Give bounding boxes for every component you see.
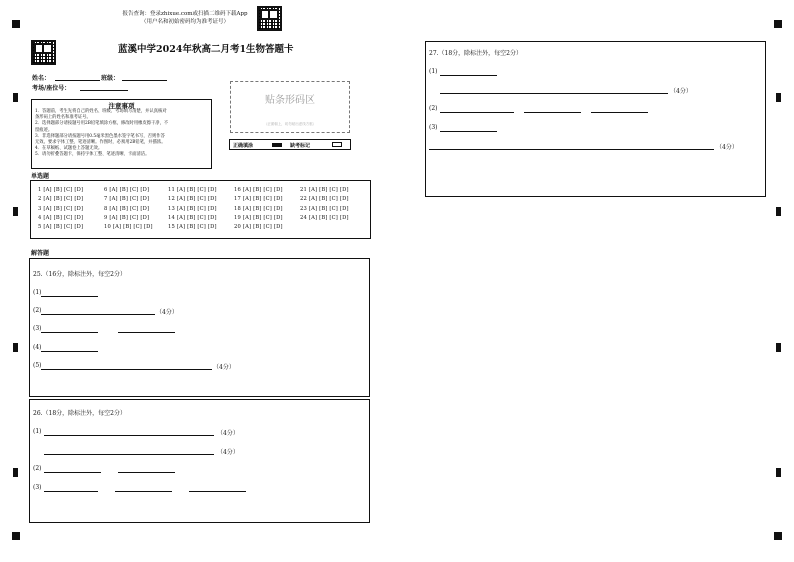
mc-question[interactable]: 12 [A] [B] [C] [D] bbox=[168, 196, 217, 203]
side-mark bbox=[13, 207, 18, 216]
mc-question[interactable]: 19 [A] [B] [C] [D] bbox=[234, 214, 283, 221]
q26-title: 26.（18分，除标注外，每空2分） bbox=[33, 410, 126, 417]
mc-section-label: 单选题 bbox=[31, 173, 50, 180]
q27-part3-blank-2[interactable] bbox=[429, 149, 714, 150]
mc-question[interactable]: 17 [A] [B] [C] [D] bbox=[234, 196, 283, 203]
mc-question[interactable]: 18 [A] [B] [C] [D] bbox=[234, 205, 283, 212]
notice-line: 4．在草稿纸、试题卷上答题无效。 bbox=[35, 146, 103, 152]
side-mark bbox=[13, 93, 18, 102]
q25-part1-blank[interactable] bbox=[41, 296, 98, 297]
name-field[interactable] bbox=[55, 80, 100, 81]
q26-part1-blank-1[interactable] bbox=[44, 435, 214, 436]
q25-part5-blank[interactable] bbox=[41, 369, 212, 370]
corner-mark-tr bbox=[774, 20, 782, 28]
q26-part2-label: (2) bbox=[33, 465, 42, 472]
mc-question[interactable]: 7 [A] [B] [C] [D] bbox=[104, 196, 150, 203]
mc-question[interactable]: 16 [A] [B] [C] [D] bbox=[234, 187, 283, 193]
side-mark bbox=[13, 468, 18, 477]
page-title: 蓝溪中学2024年秋高二月考1生物答题卡 bbox=[118, 44, 294, 55]
barcode-hint: （正面朝上，切勿贴出虚线方框） bbox=[263, 122, 317, 126]
mc-question[interactable]: 4 [A] [B] [C] [D] bbox=[38, 214, 84, 221]
q25-part3-label: (3) bbox=[33, 325, 42, 332]
mc-question[interactable]: 10 [A] [B] [C] [D] bbox=[104, 224, 153, 231]
side-mark bbox=[776, 93, 781, 102]
mc-question[interactable]: 9 [A] [B] [C] [D] bbox=[104, 214, 150, 221]
mc-question[interactable]: 15 [A] [B] [C] [D] bbox=[168, 224, 217, 231]
notice-line: 2．选择题部分请按题号用2B铅笔填涂方框，修改时用橡皮擦干净，不 bbox=[35, 121, 169, 127]
mc-question[interactable]: 20 [A] [B] [C] [D] bbox=[234, 224, 283, 231]
q26-part1-score: （4分） bbox=[217, 430, 239, 437]
mc-column-3[interactable] bbox=[168, 186, 217, 232]
mc-question[interactable]: 6 [A] [B] [C] [D] bbox=[104, 187, 150, 193]
notice-box bbox=[31, 99, 212, 169]
notice-title: 注意事项 bbox=[108, 102, 135, 110]
corner-mark-tl bbox=[12, 20, 20, 28]
mc-question[interactable]: 14 [A] [B] [C] [D] bbox=[168, 214, 217, 221]
q27-box bbox=[425, 41, 766, 197]
side-mark bbox=[776, 207, 781, 216]
mc-question[interactable]: 2 [A] [B] [C] [D] bbox=[38, 196, 84, 203]
mc-question[interactable]: 23 [A] [B] [C] [D] bbox=[300, 205, 349, 212]
absent-mark-checkbox[interactable] bbox=[332, 142, 342, 147]
corner-mark-bl bbox=[12, 532, 20, 540]
mc-question[interactable]: 5 [A] [B] [C] [D] bbox=[38, 224, 84, 231]
q26-part2-blank-1[interactable] bbox=[44, 472, 101, 473]
notice-line: 无效。要求字体工整、笔迹清晰。作图时，必须用2B铅笔，并描浓。 bbox=[35, 140, 166, 146]
q27-part1-label: (1) bbox=[429, 68, 438, 75]
q25-part4-blank[interactable] bbox=[41, 351, 98, 352]
q25-part3-blank-1[interactable] bbox=[41, 332, 98, 333]
q25-part1-label: (1) bbox=[33, 289, 42, 296]
side-mark bbox=[776, 343, 781, 352]
class-label: 班级： bbox=[101, 75, 120, 82]
mc-question[interactable]: 24 [A] [B] [C] [D] bbox=[300, 214, 349, 221]
q26-part3-blank-1[interactable] bbox=[44, 491, 98, 492]
q27-part2-blank-1[interactable] bbox=[440, 112, 514, 113]
mc-question[interactable]: 11 [A] [B] [C] [D] bbox=[168, 187, 217, 193]
q26-box bbox=[29, 399, 370, 523]
correct-fill-icon bbox=[272, 143, 282, 147]
q26-part1-blank-2[interactable] bbox=[44, 454, 214, 455]
mc-column-1[interactable] bbox=[38, 186, 83, 232]
mc-question[interactable]: 22 [A] [B] [C] [D] bbox=[300, 196, 349, 203]
q26-part3-blank-2[interactable] bbox=[115, 491, 172, 492]
mc-question[interactable]: 13 [A] [B] [C] [D] bbox=[168, 205, 217, 212]
mc-question[interactable]: 3 [A] [B] [C] [D] bbox=[38, 205, 84, 212]
q25-part5-score: （4分） bbox=[213, 364, 235, 371]
notice-line: 3．非选择题部分请按题号用0.5毫米黑色墨水签字笔书写，否则作答 bbox=[35, 133, 165, 139]
answers-section-label: 解答题 bbox=[31, 250, 50, 257]
q27-part3-score: （4分） bbox=[716, 144, 738, 151]
barcode-title: 贴条形码区 bbox=[265, 95, 315, 106]
q25-box bbox=[29, 258, 370, 397]
notice-line: 留痕迹。 bbox=[35, 127, 53, 133]
correct-fill-label: 正确填涂 bbox=[233, 142, 254, 149]
student-qr-code-icon bbox=[31, 40, 56, 65]
class-field[interactable] bbox=[122, 80, 167, 81]
q25-part3-blank-2[interactable] bbox=[118, 332, 175, 333]
q26-part2-blank-2[interactable] bbox=[118, 472, 175, 473]
q25-part2-blank[interactable] bbox=[41, 314, 155, 315]
q27-part3-blank-1[interactable] bbox=[440, 131, 497, 132]
q26-part3-label: (3) bbox=[33, 484, 42, 491]
q26-part1-label: (1) bbox=[33, 428, 42, 435]
notice-line: 1．答题前，考生先将自己的姓名、班级、考场填写清楚，并认真核对 bbox=[35, 109, 167, 114]
q26-part3-blank-3[interactable] bbox=[189, 491, 246, 492]
seat-field[interactable] bbox=[80, 90, 128, 91]
report-query-line1: 报告查询：登录zhixue.com或扫描二维码下载App bbox=[122, 11, 248, 17]
q27-part2-blank-3[interactable] bbox=[591, 112, 648, 113]
side-mark bbox=[776, 468, 781, 477]
q27-part1-score: （4分） bbox=[670, 88, 692, 95]
q27-part3-label: (3) bbox=[429, 124, 438, 131]
app-qr-code-icon bbox=[257, 6, 282, 31]
corner-mark-br bbox=[774, 532, 782, 540]
q27-part2-blank-2[interactable] bbox=[524, 112, 581, 113]
q27-part1-blank-2[interactable] bbox=[440, 93, 668, 94]
barcode-area bbox=[230, 81, 350, 133]
mc-column-2[interactable] bbox=[104, 186, 153, 232]
q27-part1-blank-1[interactable] bbox=[440, 75, 497, 76]
absent-mark-label: 缺考标记 bbox=[290, 142, 311, 149]
q25-part4-label: (4) bbox=[33, 344, 42, 351]
mc-question[interactable]: 1 [A] [B] [C] [D] bbox=[38, 187, 84, 193]
notice-line: 条形码上的姓名和准考证号。 bbox=[35, 115, 91, 121]
fill-example-box bbox=[229, 139, 351, 150]
mc-column-4[interactable] bbox=[234, 186, 283, 232]
notice-line: 5．请勿折叠答题卡，保持字体工整、笔迹清晰、卡面清洁。 bbox=[35, 152, 150, 158]
mc-question[interactable]: 8 [A] [B] [C] [D] bbox=[104, 205, 150, 212]
name-label: 姓名： bbox=[32, 75, 51, 82]
mc-question[interactable]: 21 [A] [B] [C] [D] bbox=[300, 187, 349, 193]
q27-part2-label: (2) bbox=[429, 105, 438, 112]
q25-title: 25.（16分，除标注外，每空2分） bbox=[33, 271, 126, 278]
q25-part2-label: (2) bbox=[33, 307, 42, 314]
side-mark bbox=[13, 343, 18, 352]
q26-part1b-score: （4分） bbox=[217, 449, 239, 456]
report-query-line2: （用户名和初始密码均为准考证号） bbox=[140, 19, 229, 25]
seat-label: 考场/座位号： bbox=[32, 85, 71, 92]
mc-column-5[interactable] bbox=[300, 186, 349, 223]
q25-part5-label: (5) bbox=[33, 362, 42, 369]
q25-part2-score: （4分） bbox=[156, 309, 178, 316]
q27-title: 27.（18分，除标注外，每空2分） bbox=[429, 50, 522, 57]
